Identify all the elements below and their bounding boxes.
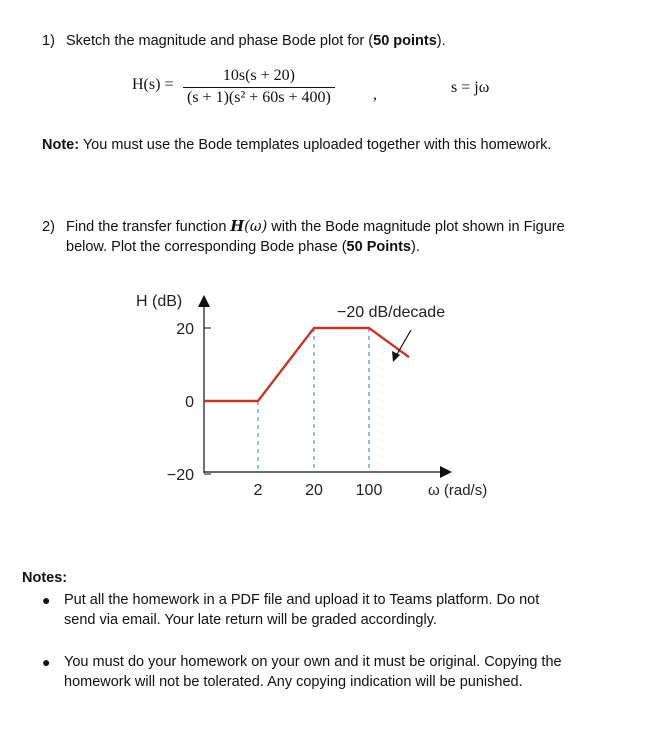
- notes-title-text: Notes:: [22, 570, 68, 586]
- question-2-hw-arg: (ω): [244, 219, 268, 235]
- question-2-text-d: ).: [411, 239, 420, 255]
- y-tick-label: 20: [176, 321, 194, 338]
- question-1-number: 1): [42, 33, 55, 49]
- question-2-text-a: Find the transfer function: [66, 219, 231, 235]
- question-2-number: 2): [42, 219, 55, 235]
- note-label: Note:: [42, 137, 80, 153]
- y-tick-label: 0: [185, 394, 194, 411]
- annotation-arrow-head: [392, 351, 400, 362]
- question-2-hw-symbol: H: [230, 218, 245, 235]
- notes-item-1: [42, 590, 632, 630]
- question-2-text-c: below. Plot the corresponding Bode phase (: [66, 239, 347, 255]
- x-tick-label: 100: [355, 482, 383, 499]
- x-tick-label: 20: [305, 482, 323, 499]
- question-2-points: 50 Points: [346, 239, 411, 255]
- question-2-text-b: with the Bode magnitude plot shown in Figure: [267, 219, 565, 235]
- notes-item-2-line-2: homework will not be tolerated. Any copying indication will be punished.: [64, 674, 523, 690]
- s-substitution: s = jω: [451, 79, 490, 96]
- question-1-close: ).: [436, 33, 446, 49]
- y-axis-label: H (dB): [136, 293, 183, 310]
- notes-item-2-line-1: You must do your homework on your own and it must be original. Copying the: [64, 654, 562, 670]
- notes-item-1-line-1: Put all the homework in a PDF file and upload it to Teams platform. Do not: [64, 592, 540, 608]
- notes-item-1-line-2: send via email. Your late return will be graded accordingly.: [64, 612, 437, 628]
- transfer-function-comma: ,: [373, 86, 377, 103]
- note-text: You must use the Bode templates uploaded together with this homework.: [82, 137, 552, 153]
- question-1-points: 50 points: [373, 33, 437, 49]
- bullet-icon: ●: [42, 654, 51, 670]
- notes-item-2: [42, 652, 632, 692]
- x-tick-label: 2: [253, 482, 263, 499]
- x-axis-label: ω (rad/s): [428, 482, 488, 499]
- question-1-text: Sketch the magnitude and phase Bode plot for (: [66, 33, 374, 49]
- transfer-function-denominator: (s + 1)(s² + 60s + 400): [183, 87, 335, 107]
- notes-title: [22, 568, 67, 588]
- slope-annotation: −20 dB/decade: [337, 304, 446, 321]
- y-tick-label: −20: [166, 467, 194, 484]
- transfer-function-numerator: 10s(s + 20): [222, 67, 295, 84]
- bullet-icon: ●: [42, 592, 51, 608]
- magnitude-series-line: [204, 328, 409, 401]
- transfer-function-lhs: H(s) =: [132, 76, 174, 93]
